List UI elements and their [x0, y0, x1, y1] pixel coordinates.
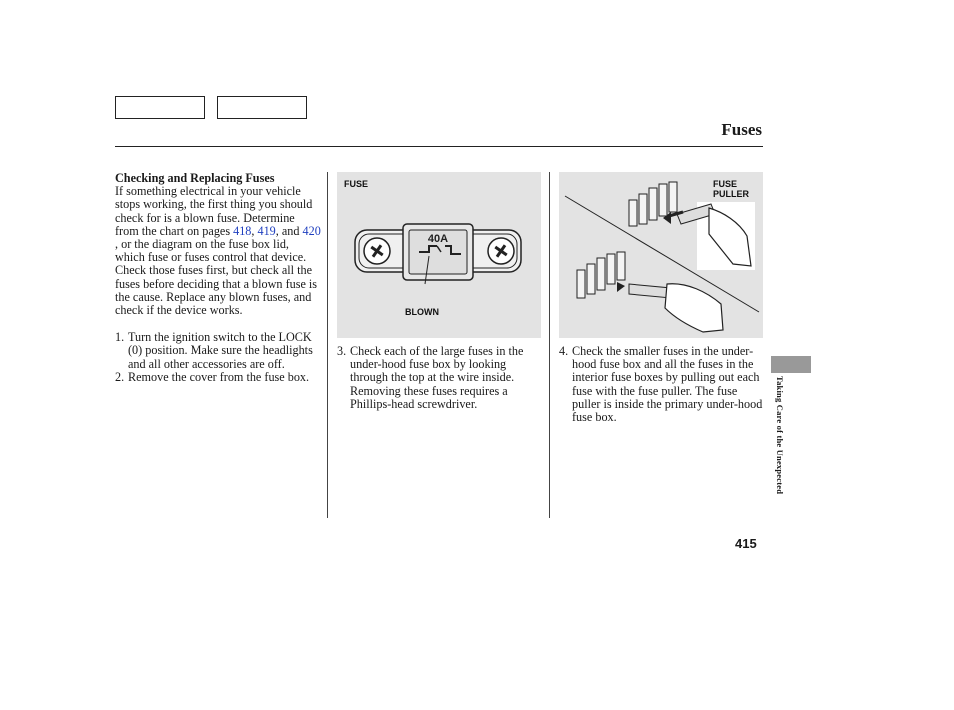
- fuse-puller-label: FUSE PULLER: [713, 179, 749, 199]
- section-heading: Checking and Replacing Fuses: [115, 171, 275, 185]
- column-divider: [549, 172, 550, 518]
- header-rule: [115, 146, 763, 147]
- list-item: 2. Remove the cover from the fuse box.: [115, 369, 310, 384]
- step-list: [337, 345, 542, 411]
- fuse-rating-label: 40A: [427, 233, 449, 245]
- page-title: Fuses: [721, 120, 762, 139]
- fuse-figure: [337, 172, 541, 338]
- list-item: 4. Check the smaller fuses in the under-hood fuse box and all the fuses in the interior fuse boxes by pulling out each fuse with the fuse puller. The fuse puller is inside the primary under-hood fuse box.: [559, 344, 763, 425]
- page-link-420[interactable]: 420: [302, 223, 321, 238]
- column-step-3: [337, 345, 542, 411]
- nav-button-previous[interactable]: [115, 96, 205, 119]
- section-label: Taking Care of the Unexpected: [775, 376, 785, 495]
- nav-button-next[interactable]: [217, 96, 307, 119]
- column-divider: [327, 172, 328, 518]
- column-intro: [115, 172, 321, 384]
- page-link-419[interactable]: 419: [257, 223, 276, 238]
- fuse-label: FUSE: [344, 179, 369, 189]
- step-list: [115, 331, 321, 384]
- list-item: 1. Turn the ignition switch to the LOCK (0) position. Make sure the headlights and all other accessories are off.: [115, 330, 313, 371]
- column-step-4: [559, 345, 764, 424]
- blown-label: BLOWN: [405, 307, 439, 317]
- step-list: [559, 345, 764, 424]
- fuse-illustration: [337, 172, 541, 338]
- intro-paragraph: If something electrical in your vehicle stops working, the first thing you should check for is a blown fuse. Determine from the chart on pages 418, 419, and 420 , or the diagram on the fuse box lid, which fuse or fuses control that device. Check those fuses first, but check all the fuses before deciding that a blown fuse is the cause. Replace any blown fuses, and check if the device works.: [115, 184, 321, 318]
- page-number: 415: [735, 536, 757, 551]
- page-link-418[interactable]: 418: [233, 223, 252, 238]
- list-item: 3. Check each of the large fuses in the under-hood fuse box by looking through the top at the wire inside. Removing these fuses requires a Phillips-head screwdriver.: [337, 344, 524, 411]
- section-tab: [771, 356, 811, 373]
- fuse-puller-figure: [559, 172, 763, 338]
